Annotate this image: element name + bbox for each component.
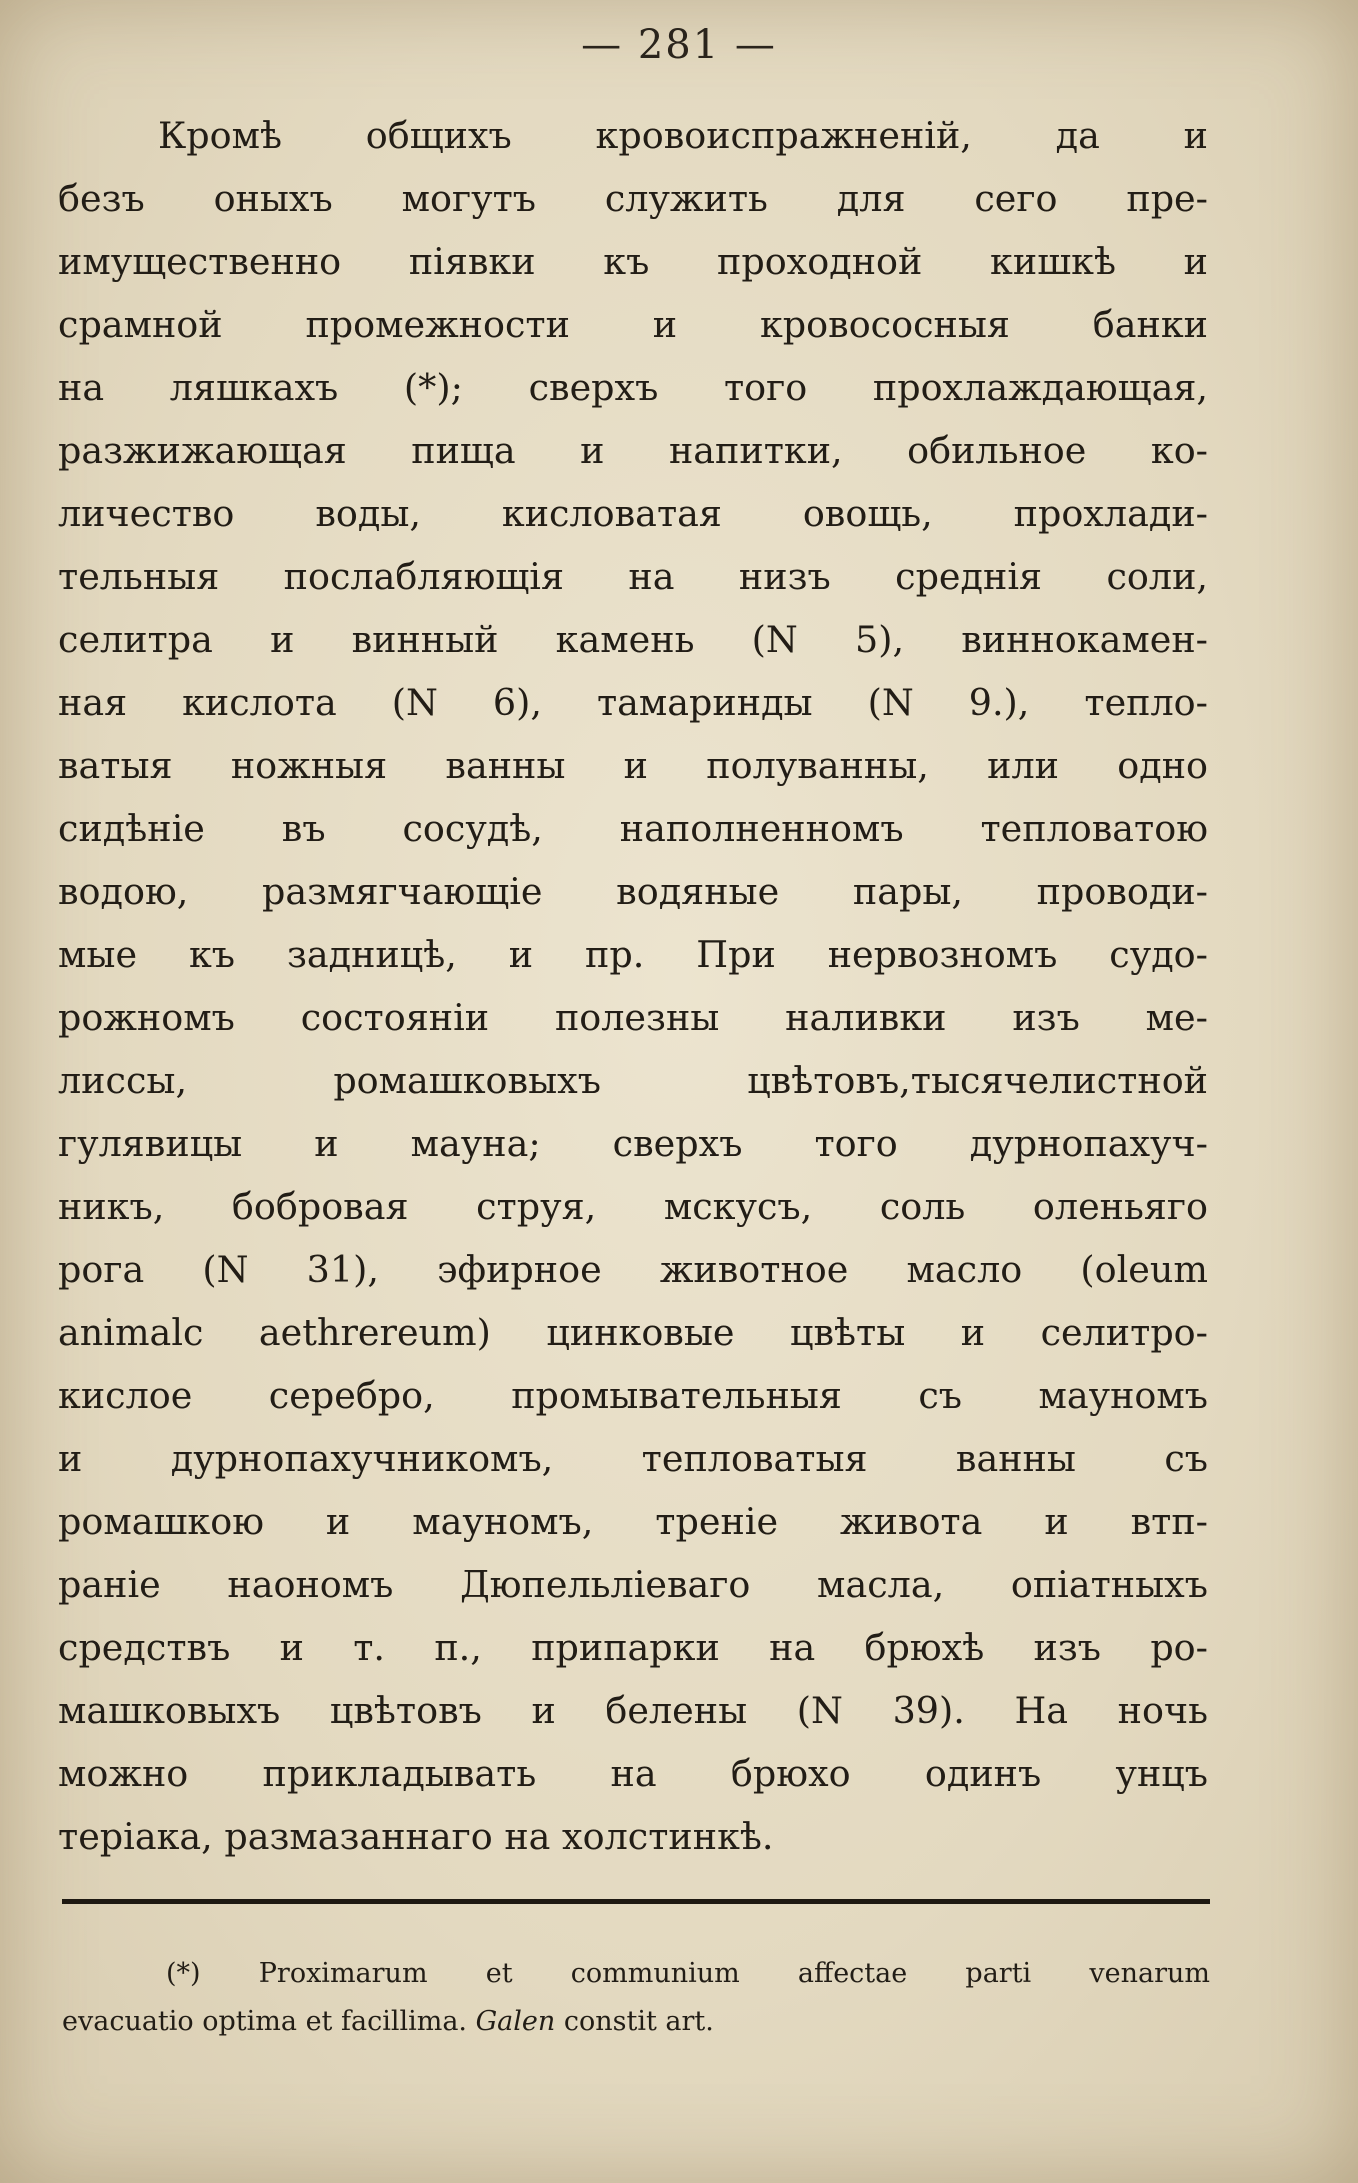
body-line: личество воды, кисловатая овощь, прохлади- xyxy=(58,492,1208,535)
body-line: средствъ и т. п., припарки на брюхѣ изъ ро- xyxy=(58,1626,1208,1669)
body-line: имущественно піявки къ проходной кишкѣ и xyxy=(58,240,1208,283)
body-line: на ляшкахъ (*); сверхъ того прохлаждающая, xyxy=(58,366,1208,409)
body-line: гулявицы и мауна; сверхъ того дурнопахуч- xyxy=(58,1122,1208,1165)
body-line: теріака, размазаннаго на холстинкѣ. xyxy=(58,1815,774,1858)
body-line: лиссы, ромашковыхъ цвѣтовъ,тысячелистной xyxy=(58,1059,1208,1102)
body-line: водою, размягчающіе водяные пары, проводи- xyxy=(58,870,1208,913)
body-line: кислое серебро, промывательныя съ мауномъ xyxy=(58,1374,1208,1417)
page-number: — 281 — xyxy=(581,22,777,68)
footnote-line-1: (*) Proximarum et communium affectae parti venarum xyxy=(166,1958,1210,1989)
body-line: ная кислота (N 6), тамаринды (N 9.), тепло- xyxy=(58,681,1208,724)
body-line: срамной промежности и кровососныя банки xyxy=(58,303,1208,346)
footnote-line-2-start: evacuatio optima et facillima. xyxy=(62,2006,476,2037)
body-line: безъ оныхъ могутъ служить для сего пре- xyxy=(58,177,1208,220)
body-line: селитра и винный камень (N 5), виннокамен- xyxy=(58,618,1208,661)
body-line: мые къ задницѣ, и пр. При нервозномъ судо- xyxy=(58,933,1208,976)
body-line: машковыхъ цвѣтовъ и белены (N 39). На ночь xyxy=(58,1689,1208,1732)
footnote xyxy=(62,1950,1210,2046)
body-line: можно прикладывать на брюхо одинъ унцъ xyxy=(58,1752,1208,1795)
footnote-author: Galen xyxy=(475,2006,556,2037)
body-line: разжижающая пища и напитки, обильное ко- xyxy=(58,429,1208,472)
body-line: сидѣніе въ сосудѣ, наполненномъ тепловатою xyxy=(58,807,1208,850)
body-line: Кромѣ общихъ кровоиспражненій, да и xyxy=(158,114,1208,157)
footnote-divider xyxy=(62,1899,1210,1904)
body-line: ватыя ножныя ванны и полуванны, или одно xyxy=(58,744,1208,787)
footnote-line-2-end: constit art. xyxy=(555,2006,714,2037)
body-line: рожномъ состояніи полезны наливки изъ ме- xyxy=(58,996,1208,1039)
body-line: рога (N 31), эфирное животное масло (oleum xyxy=(58,1248,1208,1291)
body-line: animalc aethrereum) цинковые цвѣты и селитро- xyxy=(58,1311,1208,1354)
body-line: никъ, бобровая струя, мскусъ, соль оленьяго xyxy=(58,1185,1208,1228)
body-line: раніе наономъ Дюпельліеваго масла, опіатныхъ xyxy=(58,1563,1208,1606)
body-line: тельныя послабляющія на низъ среднія соли, xyxy=(58,555,1208,598)
footnote-line-2 xyxy=(62,1998,1210,2046)
body-line: ромашкою и мауномъ, треніе живота и втп- xyxy=(58,1500,1208,1543)
body-line: и дурнопахучникомъ, тепловатыя ванны съ xyxy=(58,1437,1208,1480)
body-text xyxy=(58,104,1208,1868)
